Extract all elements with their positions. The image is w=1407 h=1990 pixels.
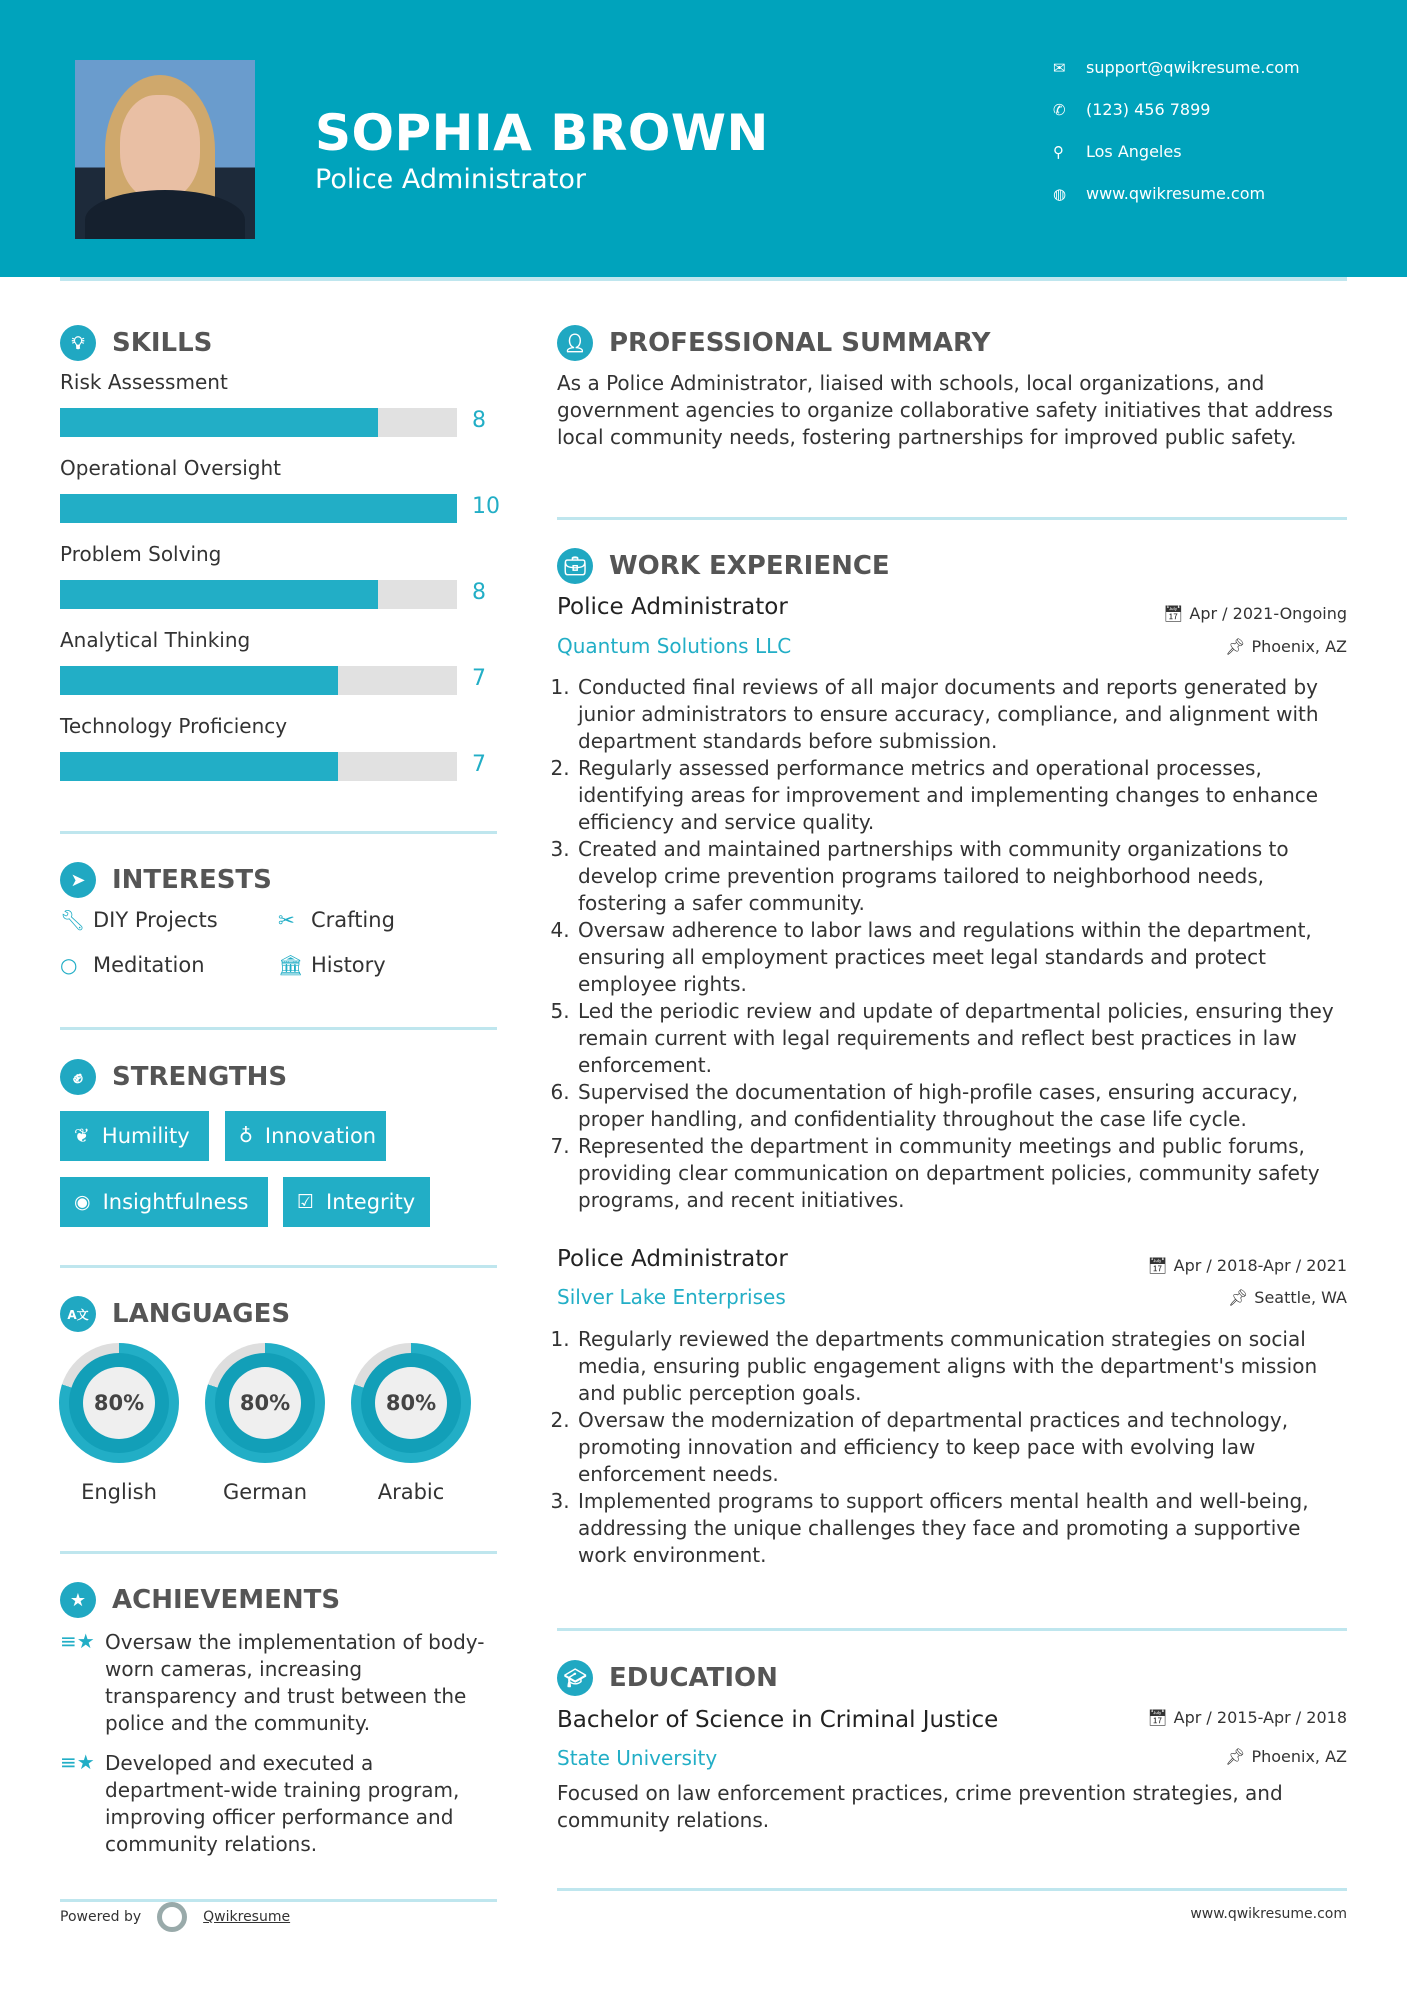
pin-icon: 📌︎ [1227, 1288, 1249, 1307]
wrench-icon: 🔧︎ [60, 908, 86, 932]
skill-bar [60, 752, 457, 781]
job-duties [557, 674, 1352, 1214]
calendar-icon: 📅︎ [1163, 604, 1184, 623]
duty-item: 1. Conducted final reviews of all major documents and reports generated by junior administrators to ensure accuracy, compliance, and alignment with department standards before submission. [576, 674, 1352, 755]
footer-url[interactable]: www.qwikresume.com [1190, 1906, 1347, 1922]
languages-heading: A文 LANGUAGES [60, 1296, 290, 1332]
job-title: Police Administrator [557, 1246, 788, 1272]
duty-item: 1. Regularly reviewed the departments communication strategies on social media, ensuring public engagement aligns with the department's mission and public perception goals. [576, 1326, 1352, 1407]
skill-bar-fill [60, 408, 378, 437]
skill-label: Technology Proficiency [60, 714, 288, 738]
skill-score: 8 [472, 408, 486, 433]
education-location: 📌︎ Phoenix, AZ [1225, 1747, 1347, 1766]
achievement-item: ≡★ Developed and executed a department-wide training program, improving officer performance and community relations. [60, 1750, 460, 1856]
divider [60, 1027, 497, 1030]
divider [557, 517, 1347, 520]
skill-bar [60, 666, 457, 695]
paper-plane-icon: ➤ [60, 862, 96, 898]
interest-item: ○ Meditation [60, 953, 205, 977]
candidate-name: SOPHIA BROWN [315, 104, 769, 162]
duty-item: 4. Oversaw adherence to labor laws and regulations within the department, ensuring all employment practices meet legal standards and protect employee rights. [576, 917, 1352, 998]
strength-tag: ❦ Humility [60, 1111, 209, 1161]
duty-item: 6. Supervised the documentation of high-profile cases, ensuring accuracy, proper handling, and confidentiality throughout the case life cycle. [576, 1079, 1352, 1133]
scissors-icon: ✂ [278, 908, 295, 932]
calendar-icon: 📅︎ [1147, 1256, 1168, 1275]
language-name: English [81, 1480, 157, 1504]
achievement-item: ≡★ Oversaw the implementation of body-worn cameras, increasing transparency and trust between the police and the community. [60, 1629, 485, 1735]
divider [60, 1265, 497, 1268]
language-name: German [222, 1480, 308, 1504]
eye-icon: ◉ [74, 1191, 91, 1213]
job-duties [557, 1326, 1352, 1569]
strength-tag: ♁ Innovation [225, 1111, 386, 1161]
globe-icon: ◍ [1053, 184, 1067, 203]
education-date: 📅︎ Apr / 2015-Apr / 2018 [1147, 1708, 1347, 1727]
briefcase-icon: 💼︎ [557, 548, 593, 584]
contact-text: support@qwikresume.com [1086, 58, 1300, 77]
company-name: Silver Lake Enterprises [557, 1285, 786, 1309]
skill-bar [60, 408, 457, 437]
qwikresume-logo-icon [157, 1902, 187, 1932]
summary-heading: 👤︎ PROFESSIONAL SUMMARY [557, 325, 990, 361]
contact-email[interactable] [1053, 58, 1300, 77]
strengths-heading: ✊︎ STRENGTHS [60, 1059, 287, 1095]
skill-bar-fill [60, 666, 338, 695]
skill-bar-fill [60, 494, 457, 523]
job-date: 📅︎ Apr / 2021-Ongoing [1163, 604, 1347, 623]
job-location: 📌︎ Seattle, WA [1227, 1288, 1347, 1307]
qwikresume-link[interactable]: Qwikresume [203, 1909, 291, 1925]
skill-bar-fill [60, 580, 378, 609]
divider [557, 1888, 1347, 1891]
education-heading: 🎓︎ EDUCATION [557, 1660, 778, 1696]
divider [60, 831, 497, 834]
achievements-heading: ★ ACHIEVEMENTS [60, 1582, 340, 1618]
skill-score: 8 [472, 580, 486, 605]
contact-text: (123) 456 7899 [1086, 100, 1211, 119]
phone-icon: ✆ [1053, 100, 1066, 119]
circle-icon: ○ [60, 953, 78, 977]
job-date: 📅︎ Apr / 2018-Apr / 2021 [1147, 1256, 1347, 1275]
star-icon: ≡★ [60, 1629, 95, 1653]
pin-icon: 📌︎ [1225, 1747, 1246, 1766]
job-title: Police Administrator [557, 594, 788, 620]
language-icon: A文 [60, 1296, 96, 1332]
divider [557, 1628, 1347, 1631]
skill-score: 7 [472, 666, 486, 691]
skill-label: Operational Oversight [60, 456, 281, 480]
skill-bar-fill [60, 752, 338, 781]
duty-item: 3. Implemented programs to support officers mental health and well-being, addressing the unique challenges they face and promoting a supportive work environment. [576, 1488, 1352, 1569]
strength-tag: ☑ Integrity [283, 1177, 430, 1227]
user-icon: 👤︎ [557, 325, 593, 361]
skills-heading: 💡︎ SKILLS [60, 325, 212, 361]
star-icon: ≡★ [60, 1750, 95, 1774]
pin-icon: 📌︎ [1225, 637, 1246, 656]
contact-text: Los Angeles [1086, 142, 1182, 161]
skill-score: 7 [472, 752, 486, 777]
envelope-icon: ✉ [1053, 58, 1066, 77]
job-location: 📌︎ Phoenix, AZ [1225, 637, 1347, 656]
work-heading: 💼︎ WORK EXPERIENCE [557, 548, 890, 584]
map-marker-icon: ⚲ [1053, 142, 1064, 161]
interest-item: ✂ Crafting [278, 908, 395, 932]
skill-score: 10 [472, 494, 500, 519]
interest-item: 🏛︎ History [278, 953, 386, 977]
skill-label: Risk Assessment [60, 370, 228, 394]
strength-tag: ◉ Insightfulness [60, 1177, 268, 1227]
company-name: Quantum Solutions LLC [557, 634, 792, 658]
summary-text: As a Police Administrator, liaised with schools, local organizations, and government agencies to organize collaborative safety initiatives that address local community needs, fostering partnerships for improved public safety. [557, 371, 1334, 449]
contact-location [1053, 142, 1182, 161]
interest-item: 🔧︎ DIY Projects [60, 908, 218, 932]
language-name: Arabic [377, 1480, 445, 1504]
skill-bar [60, 580, 457, 609]
skill-label: Problem Solving [60, 542, 222, 566]
duty-item: 5. Led the periodic review and update of departmental policies, ensuring they remain current with legal requirements and reflect best practices in law enforcement. [576, 998, 1352, 1079]
degree: Bachelor of Science in Criminal Justice [557, 1707, 999, 1733]
skill-label: Analytical Thinking [60, 628, 251, 652]
fist-icon: ✊︎ [60, 1059, 96, 1095]
contact-phone [1053, 100, 1210, 119]
contact-text: www.qwikresume.com [1086, 184, 1266, 203]
candidate-title: Police Administrator [315, 164, 586, 195]
lightbulb-icon: 💡︎ [60, 325, 96, 361]
graduate-icon: 🎓︎ [557, 1660, 593, 1696]
duty-item: 7. Represented the department in community meetings and public forums, providing clear communication on department policies, community safety programs, and recent initiatives. [576, 1133, 1352, 1214]
check-square-icon: ☑ [297, 1191, 315, 1213]
duty-item: 2. Oversaw the modernization of departmental practices and technology, promoting innovation and efficiency to keep pace with evolving law enforcement needs. [576, 1407, 1352, 1488]
duty-item: 3. Created and maintained partnerships with community organizations to develop crime prevention programs tailored to neighborhood needs, fostering a safer community. [576, 836, 1352, 917]
language-gauge: 80% [351, 1343, 471, 1463]
leaf-icon: ❦ [74, 1125, 90, 1147]
lightbulb-icon: ♁ [239, 1125, 253, 1147]
school-name: State University [557, 1746, 718, 1770]
header-divider [60, 277, 1347, 281]
skill-bar [60, 494, 457, 523]
contact-website[interactable] [1053, 184, 1265, 203]
divider [60, 1551, 497, 1554]
language-gauge: 80% [59, 1343, 179, 1463]
museum-icon: 🏛︎ [278, 953, 304, 977]
profile-photo [75, 60, 255, 239]
interests-heading: ➤ INTERESTS [60, 862, 272, 898]
education-text: Focused on law enforcement practices, crime prevention strategies, and community relations. [557, 1781, 1283, 1832]
star-icon: ★ [60, 1582, 96, 1618]
duty-item: 2. Regularly assessed performance metrics and operational processes, identifying areas for improvement and implementing changes to enhance efficiency and service quality. [576, 755, 1352, 836]
calendar-icon: 📅︎ [1147, 1708, 1168, 1727]
powered-by: Powered by Qwikresume [60, 1902, 290, 1932]
language-gauge: 80% [205, 1343, 325, 1463]
